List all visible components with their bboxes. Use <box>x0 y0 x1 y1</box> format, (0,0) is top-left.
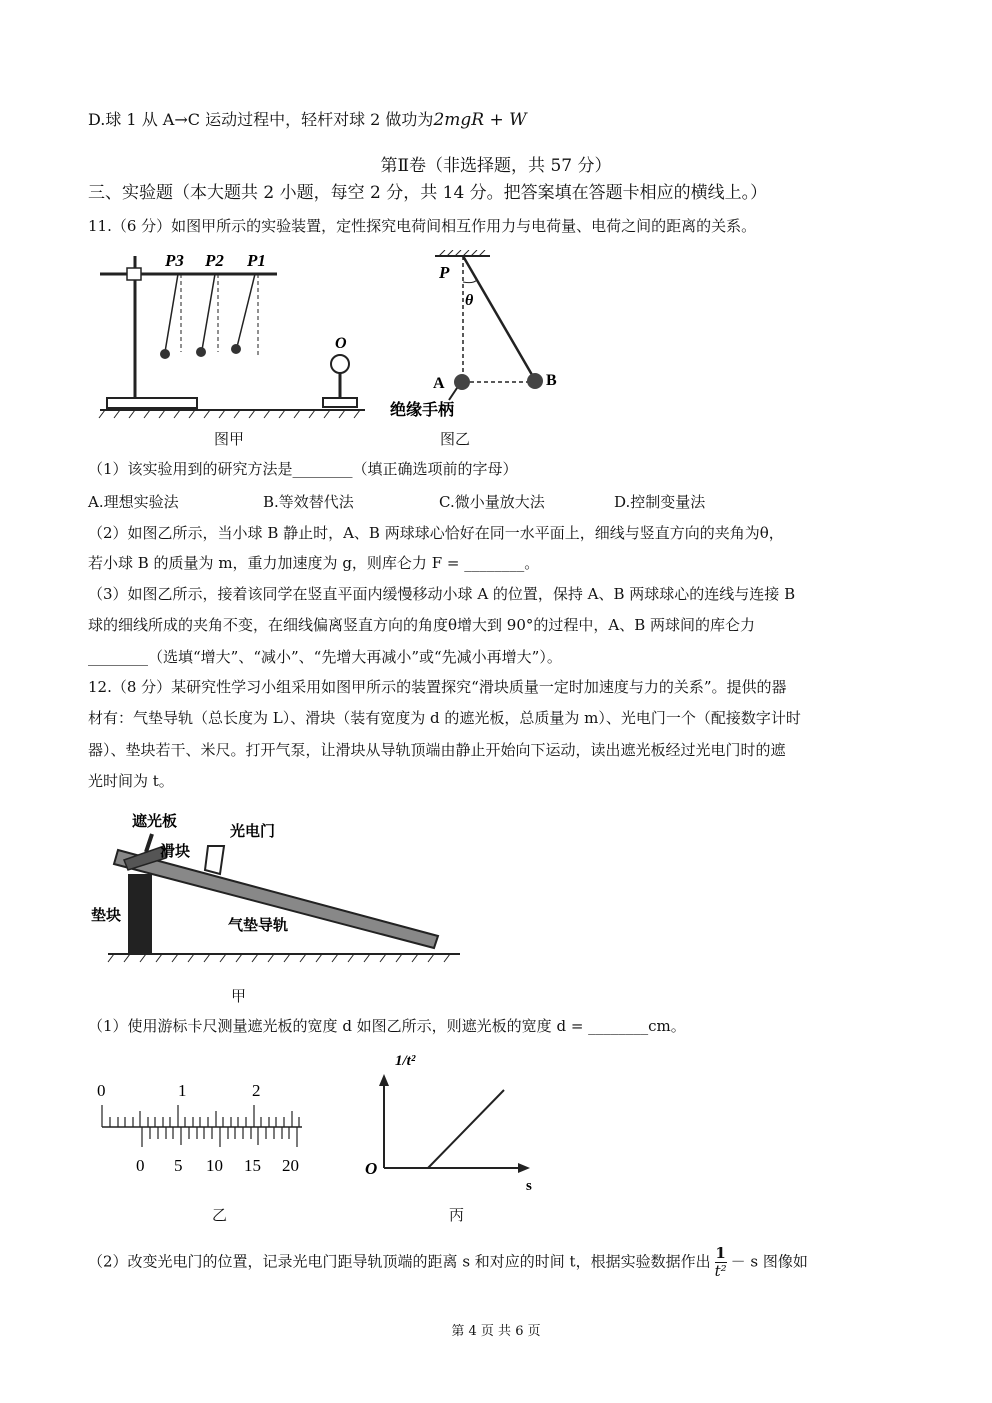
q12-line1: 12.（8 分）某研究性学习小组采用如图甲所示的装置探究“滑块质量一定时加速度与力的关系”。提供的器 <box>88 678 787 696</box>
option-c: C.微小量放大法 <box>439 493 545 511</box>
q12-figure-jia <box>88 808 468 968</box>
caption-q12-jia: 甲 <box>231 987 247 1005</box>
label-shade: 遮光板 <box>132 814 178 830</box>
q11-figure-yi <box>385 250 570 422</box>
label-p2: P2 <box>205 251 224 270</box>
q12-graph <box>362 1050 542 1195</box>
q12-line2: 材有：气垫导轨（总长度为 L）、滑块（装有宽度为 d 的遮光板，总质量为 m）、光电门一个（配接数字计时 <box>88 709 801 727</box>
q11-sub3-line2: 球的细线所成的夹角不变，在细线偏离竖直方向的角度θ增大到 90°的过程中，A、B 两球间的库仑力 <box>88 616 756 634</box>
option-d-line <box>88 110 527 130</box>
vernier-label-5: 5 <box>174 1156 183 1175</box>
label-gate: 光电门 <box>230 824 276 840</box>
option-b: B.等效替代法 <box>263 493 354 511</box>
label-o: O <box>335 335 347 352</box>
q11-figure-jia <box>95 248 370 423</box>
q12-line3: 器）、垫块若干、米尺。打开气泵，让滑块从导轨顶端由静止开始向下运动，读出遮光板经过光电门时的遮 <box>88 741 786 759</box>
caption-fig-yi: 图乙 <box>440 430 471 448</box>
option-d-formula: 2mgR + W <box>433 110 527 130</box>
vernier-label-0: 0 <box>136 1156 145 1175</box>
caption-q12-bing: 丙 <box>449 1206 465 1224</box>
q11-sub3-line3: ________（选填“增大”、“减小”、“先增大再减小”或“先减小再增大”）。 <box>88 648 562 666</box>
q12-line4: 光时间为 t。 <box>88 772 174 790</box>
label-slider: 滑块 <box>160 844 191 860</box>
caption-q12-yi: 乙 <box>212 1206 228 1224</box>
graph-x-label: s <box>526 1178 532 1194</box>
q12-sub2-text: （2）改变光电门的位置，记录光电门距导轨顶端的距离 s 和对应的时间 t，根据实验数据作出 <box>88 1252 711 1271</box>
q11-sub2-line1: （2）如图乙所示，当小球 B 静止时，A、B 两球球心恰好在同一水平面上，细线与竖直方向的夹角为θ， <box>88 524 784 542</box>
q12-sub2-tail: － s 图像如 <box>730 1252 808 1271</box>
option-d-text: D.球 1 从 A→C 运动过程中，轻杆对球 2 做功为 <box>88 110 434 129</box>
q12-caliper <box>92 1075 317 1180</box>
label-theta: θ <box>465 292 474 309</box>
section3-header: 三、实验题（本大题共 2 小题，每空 2 分，共 14 分。把答案填在答题卡相应的横线上。） <box>88 183 768 203</box>
vernier-label-10: 10 <box>206 1156 223 1175</box>
main-scale-label-2: 2 <box>252 1081 261 1100</box>
label-p1: P1 <box>247 251 266 270</box>
q11-sub3-line1: （3）如图乙所示，接着该同学在竖直平面内缓慢移动小球 A 的位置，保持 A、B 两球球心的连线与连接 B <box>88 585 796 603</box>
q12-sub2 <box>88 1245 808 1280</box>
label-p3: P3 <box>165 251 184 270</box>
option-a: A.理想实验法 <box>88 493 179 511</box>
graph-origin: O <box>365 1159 378 1178</box>
label-block: 垫块 <box>91 908 122 924</box>
label-rail: 气垫导轨 <box>228 918 289 934</box>
label-handle: 绝缘手柄 <box>390 402 455 419</box>
vernier-label-20: 20 <box>282 1156 299 1175</box>
option-d: D.控制变量法 <box>614 493 706 511</box>
caption-fig-jia: 图甲 <box>214 430 245 448</box>
label-a: A <box>433 375 445 392</box>
main-scale-label-1: 1 <box>178 1081 187 1100</box>
section2-title: 第Ⅱ卷（非选择题，共 57 分） <box>380 156 612 176</box>
main-scale-label-0: 0 <box>97 1081 106 1100</box>
q11-sub2-line2: 若小球 B 的质量为 m，重力加速度为 g，则库仑力 F = ________。 <box>88 554 540 572</box>
q11-sub1: （1）该实验用到的研究方法是________（填正确选项前的字母） <box>88 460 518 478</box>
q12-sub1: （1）使用游标卡尺测量遮光板的宽度 d 如图乙所示，则遮光板的宽度 d = ________cm。 <box>88 1017 686 1035</box>
label-p-yi: P <box>439 263 450 282</box>
label-b: B <box>546 372 557 389</box>
page-footer: 第 4 页 共 6 页 <box>451 1324 541 1339</box>
graph-y-label: 1/t² <box>395 1053 416 1069</box>
q11-intro: 11.（6 分）如图甲所示的实验装置，定性探究电荷间相互作用力与电荷量、电荷之间的距离的关系。 <box>88 217 757 235</box>
vernier-label-15: 15 <box>244 1156 261 1175</box>
fraction-1-over-t2: $\frac{1}{\text{t²}}$ <box>714 1244 727 1280</box>
